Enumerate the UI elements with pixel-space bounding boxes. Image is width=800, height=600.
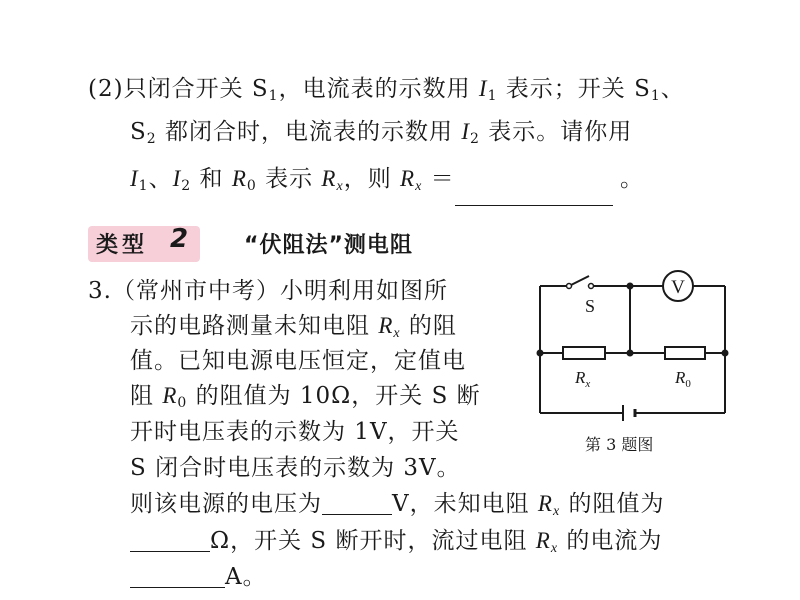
q3-line9: A。 <box>130 558 267 591</box>
junction-dot <box>537 350 544 357</box>
part2-line3: $I_1$、$I_2$ 和 $R_0$ 表示 $R_x$，则 $R_x$ ＝ <box>130 166 455 194</box>
part2-line1: (2)只闭合开关 $S_1$，电流表的示数用 $I_1$ 表示；开关 $S_1$、 <box>88 76 685 104</box>
section-title: “伏阻法”测电阻 <box>244 233 413 258</box>
q3-line7: 则该电源的电压为 V，未知电阻 $R_x$ 的阻值为 <box>130 491 665 519</box>
answer-blank-rx[interactable] <box>455 183 613 206</box>
switch-contact-left <box>567 284 572 289</box>
circuit-diagram <box>525 268 745 428</box>
part2-line2: $S_2$ 都闭合时，电流表的示数用 $I_2$ 表示。请你用 <box>130 119 633 147</box>
q3-line3: 值。已知电源电压恒定，定值电 <box>130 348 466 374</box>
resistor-rx <box>563 347 605 359</box>
junction-dot <box>627 350 634 357</box>
answer-blank-current[interactable] <box>130 565 225 588</box>
switch-label: S <box>585 296 596 316</box>
q3-line4: 阻 $R_0$ 的阻值为 10Ω，开关 S 断 <box>130 383 481 411</box>
switch-blade <box>569 276 589 286</box>
r0-label: $R_0$ <box>675 368 691 390</box>
resistor-r0 <box>665 347 705 359</box>
type-badge-number: 2 <box>170 224 189 254</box>
type-badge-label: 类型 <box>96 233 149 258</box>
voltmeter-label: V <box>671 277 685 298</box>
part2-period: 。 <box>620 166 644 192</box>
q3-line1: 3.（常州市中考）小明利用如图所 <box>88 278 448 304</box>
q3-line6: S 闭合时电压表的示数为 3V。 <box>130 455 461 481</box>
q3-line5: 开时电压表的示数为 1V，开关 <box>130 419 460 445</box>
junction-dot <box>627 283 634 290</box>
answer-blank-resistance[interactable] <box>130 529 210 552</box>
switch-contact-right <box>589 284 594 289</box>
answer-blank-voltage[interactable] <box>322 492 392 515</box>
rx-label: $R_x$ <box>575 368 591 390</box>
junction-dot <box>722 350 729 357</box>
q3-line2: 示的电路测量未知电阻 $R_x$ 的阻 <box>130 313 457 341</box>
q3-line8: Ω，开关 S 断开时，流过电阻 $R_x$ 的电流为 <box>130 522 662 557</box>
figure-caption: 第 3 题图 <box>585 435 654 454</box>
